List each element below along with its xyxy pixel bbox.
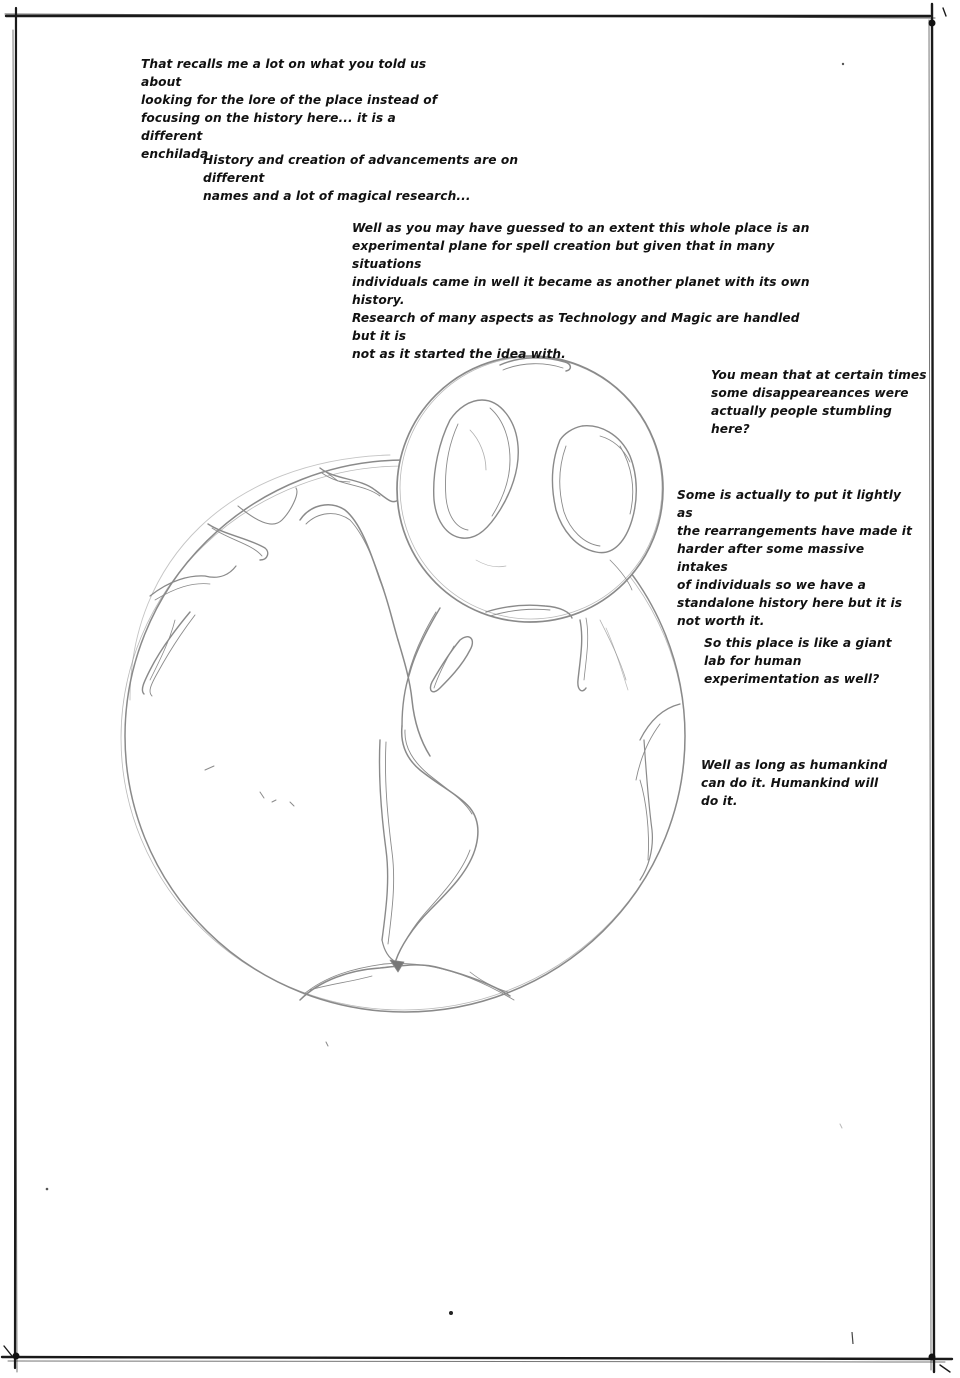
dialogue-caption: Well as you may have guessed to an extent this whole place is an experimental plane for spell creation but given that in many situations individuals came in well it became as another planet with its own history. Research of many aspects as Technology and Magic are handled but it is not as it started the idea with. bbox=[352, 221, 810, 361]
ink-mark bbox=[852, 1332, 853, 1344]
panel-border bbox=[2, 4, 952, 1372]
dialogue-caption: That recalls me a lot on what you told us about looking for the lore of the place instead of focusing on the history here... it is a different enchilada bbox=[141, 57, 438, 161]
ink-dot bbox=[449, 1311, 453, 1315]
dialogue-caption: Some is actually to put it lightly as the rearrangements have made it harder after some massive intakes of individuals so we have a standalone history here but it is not worth it. bbox=[677, 488, 913, 628]
dialogue-caption: History and creation of advancements are on different names and a lot of magical research... bbox=[203, 153, 519, 203]
ink-dot bbox=[46, 1188, 49, 1191]
ink-dot bbox=[929, 1354, 936, 1361]
ink-dot bbox=[842, 63, 844, 65]
dialogue-caption: You mean that at certain times some disappeareances were actually people stumbling here? bbox=[711, 368, 927, 436]
ink-dot bbox=[929, 20, 936, 27]
dialogue-caption: Well as long as humankind can do it. Humankind will do it. bbox=[701, 758, 888, 808]
dialogue-caption: So this place is like a giant lab for human experimentation as well? bbox=[704, 636, 892, 686]
ink-dot bbox=[13, 1353, 20, 1360]
